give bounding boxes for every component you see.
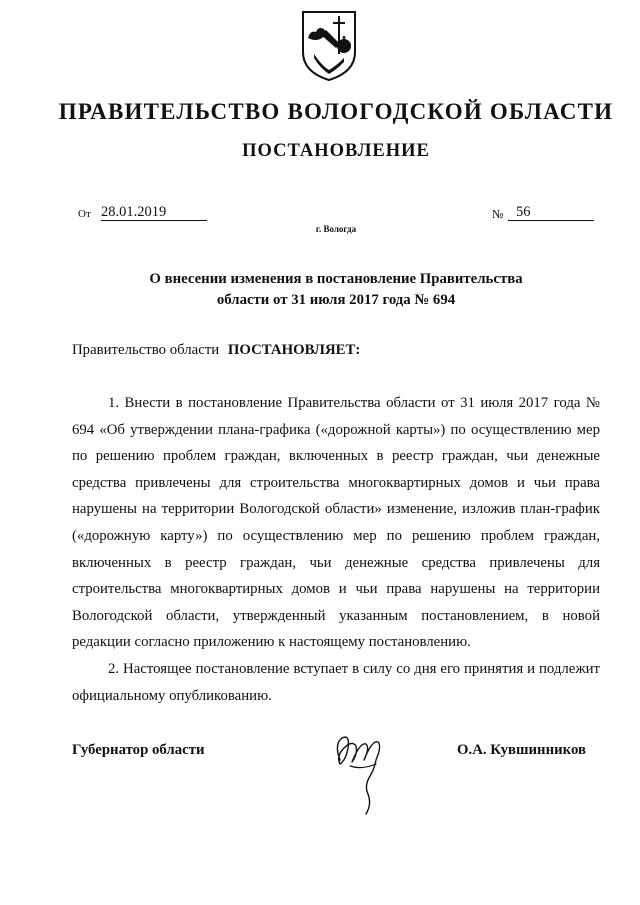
decree-intro: Правительство области [72, 342, 220, 358]
city-label: г. Вологда [315, 224, 357, 234]
decree-line [72, 342, 360, 359]
body-paragraph-1: 1. Внести в постановление Правительства области от 31 июля 2017 года № 694 «Об утверждении плана-графика («дорожной карты») по осуществлению мер по решению проблем граждан, включенных в реестр граждан, чьи денежные средства привлечены для строительства многоквартирных домов и чьи права нарушены на территории Вологодской области» изменение, изложив план-график («дорожную карту») по осуществлению мер по решению проблем граждан, включенных в реестр граждан, чьи денежные средства привлечены для строительства многоквартирных домов и чьи права нарушены на территории Вологодской области, утвержденный указанным постановлением, в новой редакции согласно приложению к настоящему постановлению. [72, 395, 600, 651]
subject-line-2: области от 31 июля 2017 года № 694 [216, 292, 456, 308]
document-subject [0, 269, 640, 311]
handwritten-signature [330, 730, 390, 818]
document-number: 56 [508, 204, 594, 221]
date-prefix-label: От [78, 208, 91, 220]
signatory-title: Губернатор области [72, 742, 205, 758]
number-prefix-label: № [492, 207, 504, 221]
government-title: ПРАВИТЕЛЬСТВО ВОЛОГОДСКОЙ ОБЛАСТИ [58, 99, 614, 124]
coat-of-arms-emblem [300, 8, 358, 82]
decree-word: ПОСТАНОВЛЯЕТ: [227, 342, 361, 358]
document-body [72, 390, 600, 709]
document-date: 28.01.2019 [101, 204, 207, 221]
subject-line-1: О внесении изменения в постановление Правительства [149, 271, 523, 287]
body-paragraph-2: 2. Настоящее постановление вступает в силу со дня его принятия и подлежит официальному опубликованию. [72, 660, 600, 704]
document-type-title: ПОСТАНОВЛЕНИЕ [242, 141, 430, 161]
signatory-name: О.А. Кувшинников [457, 742, 586, 758]
